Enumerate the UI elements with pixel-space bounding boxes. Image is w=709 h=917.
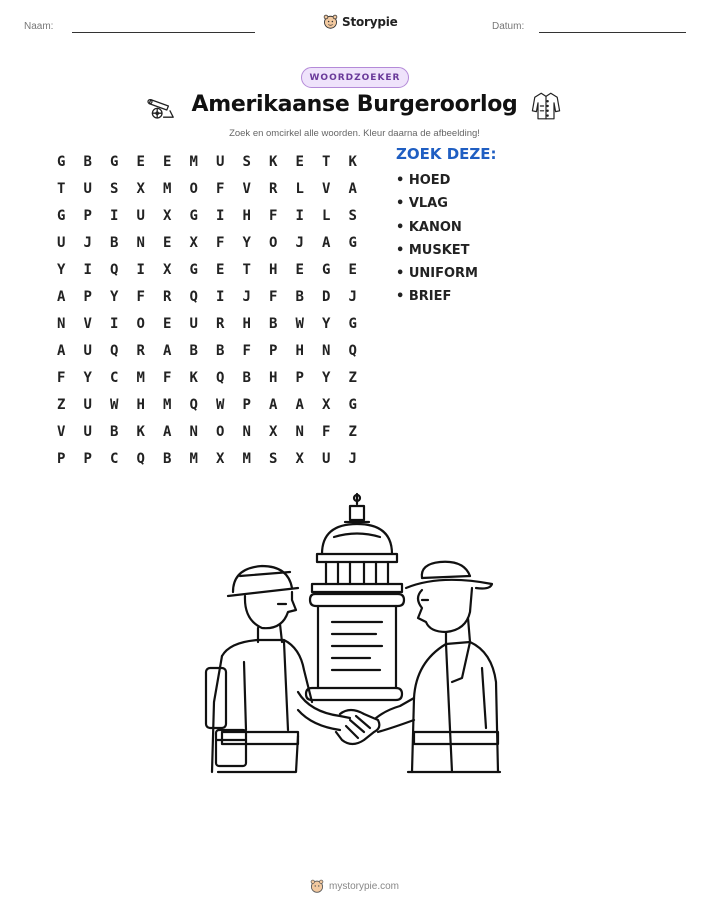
grid-letter[interactable]: B	[189, 342, 198, 359]
page-title: Amerikaanse Burgeroorlog	[191, 92, 518, 117]
grid-letter[interactable]: H	[269, 261, 278, 278]
grid-letter[interactable]: C	[110, 369, 119, 386]
grid-letter[interactable]: E	[348, 261, 357, 278]
word-item: • UNIFORM	[396, 266, 478, 282]
grid-letter[interactable]: I	[110, 315, 119, 332]
grid-letter[interactable]: Q	[110, 342, 119, 359]
grid-letter[interactable]: M	[163, 180, 172, 197]
grid-letter[interactable]: O	[136, 315, 145, 332]
date-field-line[interactable]	[539, 32, 686, 33]
grid-letter[interactable]: X	[163, 207, 172, 224]
grid-letter[interactable]: E	[163, 315, 172, 332]
grid-letter[interactable]: R	[216, 315, 225, 332]
grid-letter[interactable]: C	[110, 450, 119, 467]
name-field-line[interactable]	[72, 32, 255, 33]
storypie-logo-icon	[310, 879, 324, 893]
grid-letter[interactable]: J	[242, 288, 251, 305]
grid-letter[interactable]: M	[189, 450, 198, 467]
grid-letter[interactable]: X	[136, 180, 145, 197]
footer	[0, 879, 709, 893]
grid-letter[interactable]: I	[216, 207, 225, 224]
grid-letter[interactable]: P	[295, 369, 304, 386]
grid-letter[interactable]: X	[189, 234, 198, 251]
word-item: • MUSKET	[396, 242, 470, 258]
date-label: Datum:	[492, 21, 525, 32]
grid-row	[48, 283, 366, 310]
grid-letter[interactable]: X	[216, 450, 225, 467]
grid-letter[interactable]: Y	[242, 234, 251, 251]
grid-letter[interactable]: P	[57, 450, 66, 467]
grid-letter[interactable]: Y	[110, 288, 119, 305]
grid-letter[interactable]: V	[57, 423, 66, 440]
grid-letter[interactable]: R	[269, 180, 278, 197]
grid-letter[interactable]: G	[348, 396, 357, 413]
grid-row	[48, 337, 366, 364]
grid-letter[interactable]: U	[83, 180, 92, 197]
grid-letter[interactable]: Q	[110, 261, 119, 278]
grid-letter[interactable]: J	[348, 288, 357, 305]
word-item: • KANON	[396, 219, 462, 235]
grid-letter[interactable]: D	[322, 288, 331, 305]
grid-letter[interactable]: G	[348, 315, 357, 332]
grid-letter[interactable]: E	[295, 153, 304, 170]
grid-letter[interactable]: A	[269, 396, 278, 413]
grid-letter[interactable]: Y	[322, 315, 331, 332]
grid-letter[interactable]: G	[57, 207, 66, 224]
grid-letter[interactable]: P	[83, 450, 92, 467]
grid-letter[interactable]: T	[322, 153, 331, 170]
grid-letter[interactable]: N	[295, 423, 304, 440]
grid-letter[interactable]: J	[348, 450, 357, 467]
grid-letter[interactable]: U	[83, 396, 92, 413]
grid-letter[interactable]: I	[136, 261, 145, 278]
grid-letter[interactable]: B	[216, 342, 225, 359]
grid-letter[interactable]: F	[242, 342, 251, 359]
grid-letter[interactable]: Z	[348, 369, 357, 386]
word-list-heading: ZOEK DEZE:	[396, 145, 497, 163]
grid-letter[interactable]: B	[83, 153, 92, 170]
grid-letter[interactable]: G	[189, 261, 198, 278]
grid-letter[interactable]: Q	[136, 450, 145, 467]
grid-letter[interactable]: G	[57, 153, 66, 170]
grid-letter[interactable]: A	[57, 342, 66, 359]
grid-letter[interactable]: U	[83, 342, 92, 359]
grid-letter[interactable]: H	[242, 207, 251, 224]
grid-letter[interactable]: B	[163, 450, 172, 467]
grid-letter[interactable]: F	[216, 234, 225, 251]
grid-letter[interactable]: I	[216, 288, 225, 305]
grid-letter[interactable]: M	[136, 369, 145, 386]
grid-letter[interactable]: B	[295, 288, 304, 305]
grid-letter[interactable]: B	[269, 315, 278, 332]
grid-letter[interactable]: A	[163, 342, 172, 359]
grid-letter[interactable]: A	[322, 234, 331, 251]
grid-letter[interactable]: Q	[216, 369, 225, 386]
brand	[323, 14, 398, 29]
grid-letter[interactable]: F	[269, 288, 278, 305]
grid-letter[interactable]: O	[216, 423, 225, 440]
grid-letter[interactable]: V	[83, 315, 92, 332]
soldiers-handshake-capitol-illustration[interactable]	[200, 492, 510, 792]
grid-letter[interactable]: A	[163, 423, 172, 440]
grid-letter[interactable]: N	[322, 342, 331, 359]
grid-letter[interactable]: S	[269, 450, 278, 467]
word-item: • HOED	[396, 173, 451, 188]
grid-letter[interactable]: B	[110, 234, 119, 251]
grid-row	[48, 418, 366, 445]
grid-letter[interactable]: H	[269, 369, 278, 386]
grid-letter[interactable]: X	[269, 423, 278, 440]
grid-row	[48, 202, 366, 229]
grid-letter[interactable]: Y	[83, 369, 92, 386]
grid-letter[interactable]: H	[136, 396, 145, 413]
grid-letter[interactable]: I	[295, 207, 304, 224]
grid-letter[interactable]: Y	[57, 261, 66, 278]
instructions: Zoek en omcirkel alle woorden. Kleur daarna de afbeelding!	[229, 128, 480, 139]
grid-letter[interactable]: B	[242, 369, 251, 386]
grid-letter[interactable]: G	[348, 234, 357, 251]
grid-row	[48, 148, 366, 175]
grid-letter[interactable]: N	[57, 315, 66, 332]
word-search-grid[interactable]	[48, 148, 366, 472]
grid-letter[interactable]: L	[295, 180, 304, 197]
grid-letter[interactable]: Q	[189, 288, 198, 305]
grid-row	[48, 445, 366, 472]
grid-letter[interactable]: E	[163, 234, 172, 251]
grid-letter[interactable]: K	[189, 369, 198, 386]
grid-letter[interactable]: E	[216, 261, 225, 278]
grid-letter[interactable]: N	[136, 234, 145, 251]
puzzle-type-badge: WOORDZOEKER	[301, 67, 409, 88]
grid-row	[48, 175, 366, 202]
grid-letter[interactable]: K	[136, 423, 145, 440]
grid-row	[48, 364, 366, 391]
grid-letter[interactable]: H	[242, 315, 251, 332]
grid-letter[interactable]: I	[83, 261, 92, 278]
grid-letter[interactable]: G	[322, 261, 331, 278]
grid-letter[interactable]: F	[163, 369, 172, 386]
grid-letter[interactable]: E	[136, 153, 145, 170]
grid-letter[interactable]: S	[242, 153, 251, 170]
grid-letter[interactable]: Y	[322, 369, 331, 386]
grid-letter[interactable]: F	[57, 369, 66, 386]
grid-letter[interactable]: K	[269, 153, 278, 170]
grid-letter[interactable]: A	[348, 180, 357, 197]
grid-letter[interactable]: E	[295, 261, 304, 278]
name-label: Naam:	[24, 21, 54, 32]
grid-letter[interactable]: W	[110, 396, 119, 413]
grid-letter[interactable]: U	[322, 450, 331, 467]
word-item: • VLAG	[396, 196, 448, 212]
grid-letter[interactable]: A	[57, 288, 66, 305]
grid-letter[interactable]: O	[189, 180, 198, 197]
grid-letter[interactable]: T	[57, 180, 66, 197]
grid-letter[interactable]: O	[269, 234, 278, 251]
grid-row	[48, 310, 366, 337]
grid-letter[interactable]: U	[83, 423, 92, 440]
grid-letter[interactable]: U	[189, 315, 198, 332]
grid-letter[interactable]: P	[242, 396, 251, 413]
grid-letter[interactable]: G	[189, 207, 198, 224]
grid-letter[interactable]: G	[110, 153, 119, 170]
uniform-jacket-icon	[530, 90, 562, 122]
grid-letter[interactable]: S	[110, 180, 119, 197]
grid-letter[interactable]: K	[348, 153, 357, 170]
storypie-logo-icon	[323, 14, 338, 29]
grid-letter[interactable]: A	[295, 396, 304, 413]
footer-url[interactable]: mystorypie.com	[328, 880, 399, 892]
grid-letter[interactable]: J	[295, 234, 304, 251]
grid-letter[interactable]: R	[163, 288, 172, 305]
grid-row	[48, 391, 366, 418]
grid-letter[interactable]: Z	[348, 423, 357, 440]
grid-letter[interactable]: W	[295, 315, 304, 332]
grid-letter[interactable]: V	[242, 180, 251, 197]
word-list	[396, 145, 497, 313]
grid-letter[interactable]: Q	[189, 396, 198, 413]
grid-letter[interactable]: P	[83, 207, 92, 224]
grid-letter[interactable]: R	[136, 342, 145, 359]
grid-letter[interactable]: X	[322, 396, 331, 413]
grid-letter[interactable]: M	[163, 396, 172, 413]
grid-letter[interactable]: S	[348, 207, 357, 224]
grid-letter[interactable]: H	[295, 342, 304, 359]
grid-letter[interactable]: U	[136, 207, 145, 224]
word-item: • BRIEF	[396, 289, 452, 305]
grid-row	[48, 256, 366, 283]
grid-letter[interactable]: P	[269, 342, 278, 359]
grid-letter[interactable]: M	[242, 450, 251, 467]
grid-row	[48, 229, 366, 256]
grid-letter[interactable]: P	[83, 288, 92, 305]
grid-letter[interactable]: N	[242, 423, 251, 440]
grid-letter[interactable]: V	[322, 180, 331, 197]
grid-letter[interactable]: U	[216, 153, 225, 170]
grid-letter[interactable]: W	[216, 396, 225, 413]
grid-letter[interactable]: F	[136, 288, 145, 305]
grid-letter[interactable]: F	[269, 207, 278, 224]
grid-letter[interactable]: X	[163, 261, 172, 278]
grid-letter[interactable]: Q	[348, 342, 357, 359]
grid-letter[interactable]: N	[189, 423, 198, 440]
grid-letter[interactable]: F	[322, 423, 331, 440]
grid-letter[interactable]: B	[110, 423, 119, 440]
grid-letter[interactable]: Z	[57, 396, 66, 413]
grid-letter[interactable]: T	[242, 261, 251, 278]
brand-name: Storypie	[342, 14, 398, 29]
grid-letter[interactable]: J	[83, 234, 92, 251]
grid-letter[interactable]: M	[189, 153, 198, 170]
grid-letter[interactable]: I	[110, 207, 119, 224]
grid-letter[interactable]: U	[57, 234, 66, 251]
grid-letter[interactable]: E	[163, 153, 172, 170]
grid-letter[interactable]: X	[295, 450, 304, 467]
grid-letter[interactable]: L	[322, 207, 331, 224]
grid-letter[interactable]: F	[216, 180, 225, 197]
